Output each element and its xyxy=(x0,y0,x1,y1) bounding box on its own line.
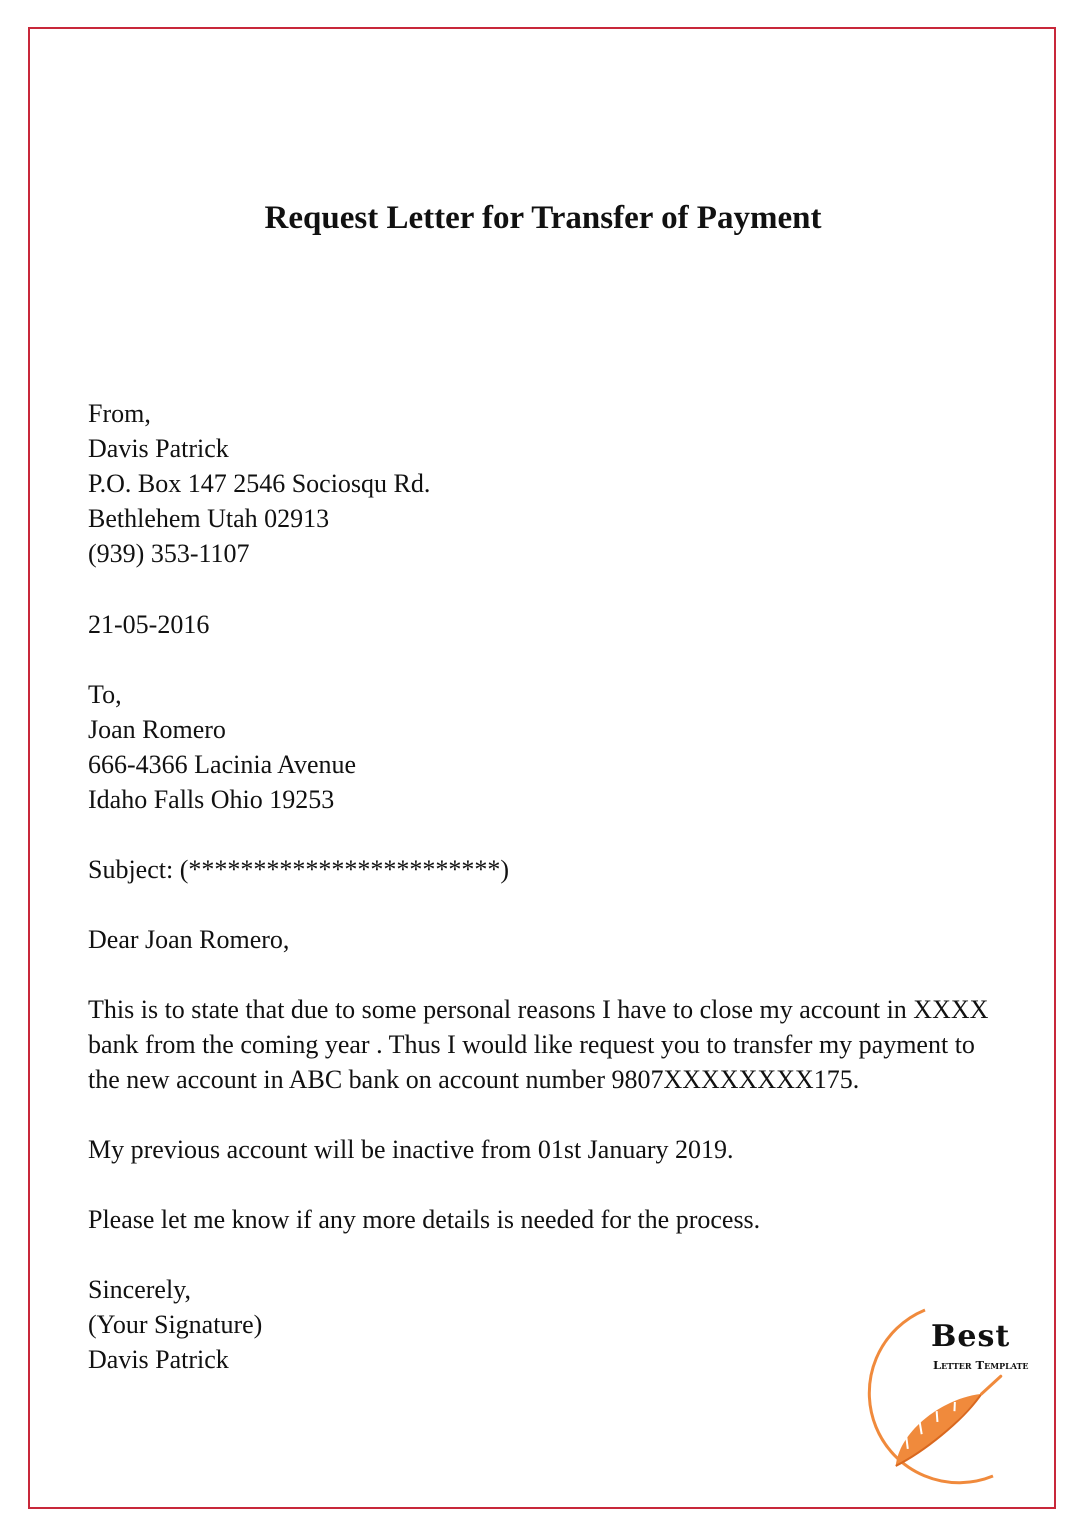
sender-label: From, xyxy=(88,399,151,428)
sender-block xyxy=(88,396,1008,571)
sender-address-line1: P.O. Box 147 2546 Sociosqu Rd. xyxy=(88,469,431,498)
body-paragraph-2: My previous account will be inactive from 01st January 2019. xyxy=(88,1135,734,1164)
sender-phone: (939) 353-1107 xyxy=(88,539,250,568)
subject-line: Subject: (************************) xyxy=(88,855,510,884)
closing-name: Davis Patrick xyxy=(88,1345,229,1374)
logo-word: Best xyxy=(931,1319,1011,1354)
best-letter-template-logo xyxy=(843,1304,1053,1494)
recipient-name: Joan Romero xyxy=(88,715,226,744)
valediction: Sincerely, xyxy=(88,1275,191,1304)
recipient-address-line2: Idaho Falls Ohio 19253 xyxy=(88,785,335,814)
sender-name: Davis Patrick xyxy=(88,434,229,463)
paragraph-line: This is to state that due to some personal reasons I have to close my account in XXXX xyxy=(88,995,989,1024)
signature-placeholder: (Your Signature) xyxy=(88,1310,263,1339)
letter-date: 21-05-2016 xyxy=(88,610,210,639)
body-paragraph-1 xyxy=(88,992,1008,1097)
body-paragraph-3: Please let me know if any more details is needed for the process. xyxy=(88,1205,761,1234)
paragraph-line: the new account in ABC bank on account number 9807XXXXXXXX175. xyxy=(88,1065,860,1094)
logo-subtitle: Letter Template xyxy=(933,1358,1029,1372)
salutation: Dear Joan Romero, xyxy=(88,925,290,954)
recipient-block xyxy=(88,677,1008,817)
recipient-label: To, xyxy=(88,680,122,709)
recipient-address-line1: 666-4366 Lacinia Avenue xyxy=(88,750,357,779)
letter-title: Request Letter for Transfer of Payment xyxy=(264,200,822,236)
sender-address-line2: Bethlehem Utah 02913 xyxy=(88,504,330,533)
paragraph-line: bank from the coming year . Thus I would like request you to transfer my payment to xyxy=(88,1030,975,1059)
